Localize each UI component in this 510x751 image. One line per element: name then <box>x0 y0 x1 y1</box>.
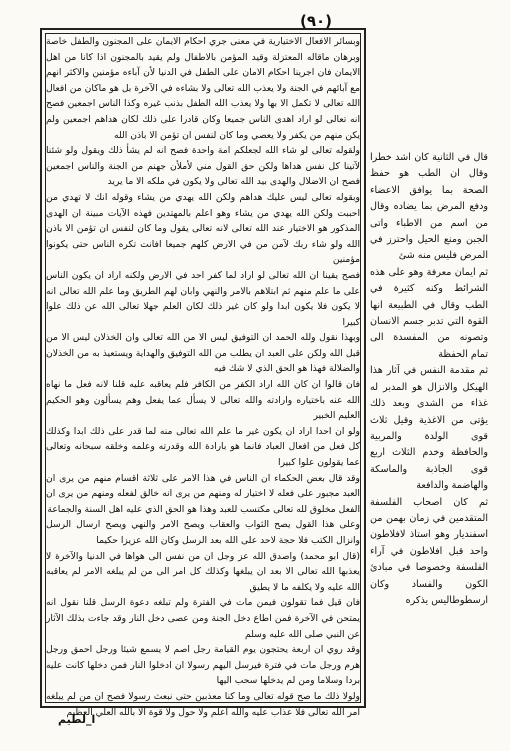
main-paragraph: فان قالوا ان كان الله اراد الكفر من الكافر فلم يعاقبه عليه قلنا لانه فعل ما نهاه الله عنه باختياره وارادته والله تعالى لا يسأل عما يفعل وهم يسألون وهو الحكيم العليم الخبير <box>46 379 360 422</box>
main-paragraph: ولو ان احدا اراد ان يكون غير ما علم الله تعالى منه لما قدر على ذلك ابدا وكذلك كل فعل من افعال العباد فانما هو بارادة الله وقدرته وعلمه وخلقه سبحانه وتعالى عما يقولون علوا كبيرا <box>46 425 360 469</box>
main-paragraph: وبسائر الافعال الاختيارية في معنى جري احكام الايمان على المجنون والطفل خاصة وبرهان ماقاله المعتزلة وقيد المؤمن بالاطفال ولم يقيد بالمجنون اذا كانا من اهل الايمان فان اجرينا احكام الامان على الطفل في الدنيا لأن آباءه مؤمنين والاكثر انهم مع آبائهم في الجنة ولا يعذب الله تعالى ولا بشاءه في الآخرة بل هو ماكان من افعال الله تعالى لا تكمل الا بها ولا يعذب الله الطفل بذنب غيره وكذا الناس اجمعين فصح انه تعالى لو اراد اهدى الناس جميعا وكان قادرا على ذلك لكان هداهم اجمعين ولم يكن منهم من يكفر ولا يعصي وما كان لنفس ان تؤمن الا باذن الله <box>46 36 360 141</box>
catchword: ا_لطيم <box>58 713 96 726</box>
main-paragraph: وقد روي ان اربعة يحتجون يوم القيامة رجل اصم لا يسمع شيئا ورجل احمق ورجل هرم ورجل مات في فترة فيرسل اليهم رسولا ان ادخلوا النار فمن دخلها كانت عليه بردا وسلاما ومن لم يدخلها سحب اليها <box>46 644 360 687</box>
margin-paragraph: ثم ايمان معرفة وهو على هذه الشرائط وكنه كثيرة في الطب وقال في الطبيعة انها القوة التي تدبر جسم الانسان وتصونه من المفسدة الى تمام الحفظة <box>370 266 488 360</box>
margin-paragraph: ثم مقدمة النفس في آثار هذا الهيكل والانزال هو المدبر له غذاء من الشدى وبعد ذلك يؤتى من الاغذية وقيل ثلاث قوى الولدة والمربية والحافظة وخدم الثلاث اربع قوى الجاذبة والماسكة والهاضمة والدافعة <box>370 365 488 492</box>
main-paragraph: فان قيل فما تقولون فيمن مات في الفترة ولم تبلغه دعوة الرسل قلنا نقول انه يمتحن في الآخرة فمن اطاع دخل الجنة ومن عصى دخل النار وقد جاءت بذلك الآثار عن النبي صلى الله عليه وسلم <box>46 597 360 640</box>
main-paragraph: فصح يقينا ان الله تعالى لو اراد لما كفر احد في الارض ولكنه اراد ان يكون الناس على ما علم منهم ثم ابتلاهم بالامر والنهي وابان لهم الطريق وما علم الله تعالى انه لا يكون فلا يكون ابدا ولو كان غير ذلك لكان العلم جهلا تعالى الله عن ذلك علوا كبيرا <box>46 269 360 328</box>
main-paragraph: وبهذا نقول ولله الحمد ان التوفيق ليس الا من الله تعالى وان الخذلان ليس الا من قبل الله ولكن على العبد ان يطلب من الله التوفيق والهداية ويستعيذ به من الخذلان والضلالة فهذا هو الحق الذي لا شك فيه <box>46 332 360 375</box>
main-paragraph: وقد قال بعض الحكماء ان الناس في هذا الامر على ثلاثة اقسام منهم من يرى ان العبد مجبور على فعله لا اختيار له ومنهم من يرى انه خالق لفعله ومنهم من يرى ان الفعل مخلوق لله تعالى مكتسب للعبد وهذا هو الحق الذي عليه اهل السنة والجماعة <box>46 472 360 515</box>
main-text-block <box>46 34 360 718</box>
margin-paragraph: قال في الثانية كان اشد خطرا وقال ان الطب هو حفظ الصحة بما يوافق الاعضاء ودفع المرض بما يضاده وقال من اسم من الاطباء واتى الجبن ومنع الحيل واحترز في المرض فليس منه شئ <box>370 152 488 262</box>
main-paragraph: وبقوله تعالى ليس عليك هداهم ولكن الله يهدي من يشاء وقوله انك لا تهدي من احببت ولكن الله يهدي من يشاء وهو اعلم بالمهتدين فهذه الآيات مبينة ان الهدى المذكور هو الاختيار عند الله تعالى لانه تعالى يقول وما كان لنفس ان تؤمن الا باذن الله ولو شاء ربك لآمن من في الارض كلهم جميعا افانت تكره الناس حتى يكونوا مؤمنين <box>46 191 360 266</box>
main-paragraph: ولقوله تعالى لو شاء الله لجعلكم امة واحدة فصح انه لم يشأ ذلك ويقول ولو شئنا لآتينا كل نفس هداها ولكن حق القول مني لأملأن جهنم من الجنة والناس اجمعين فصح ان الاضلال والهدى بيد الله تعالى ولا يكون في ملكه الا ما يريد <box>46 145 360 188</box>
page-number: (٩٠) <box>300 12 333 30</box>
main-paragraph: وعلى هذا القول يصح الثواب والعقاب ويصح الامر والنهي ويصح ارسال الرسل وانزال الكتب فلا حجة لاحد على الله بعد الرسل وكان الله عزيزا حكيما <box>46 519 360 546</box>
margin-paragraph: ثم كان اصحاب الفلسفة المتقدمين في زمان بهمن من اسفنديار وهو استاذ لافلاطون واحد قبل افلاطون في آراء الفلسفة وخصوصا في مبادئ الكون والفساد وكان ارسطوطاليس يذكره <box>370 496 488 606</box>
main-paragraph: ولولا ذلك ما صح قوله تعالى وما كنا معذبين حتى نبعث رسولا فصح ان من لم يبلغه امر الله تعالى فلا عذاب عليه والله اعلم ولا حول ولا قوة الا بالله العلي العظيم <box>46 690 360 718</box>
main-paragraph: (قال ابو محمد) واصدق الله عز وجل ان من نفس الى هواها في الدنيا والآخرة لا يعذبها الله تعالى الا بعد ان يبلغها وكذلك كل امر الى من لم يبلغه الامر لم يعاقبه الله عليه ولا يكلفه ما لا يطيق <box>46 550 360 593</box>
margin-commentary <box>370 150 488 690</box>
